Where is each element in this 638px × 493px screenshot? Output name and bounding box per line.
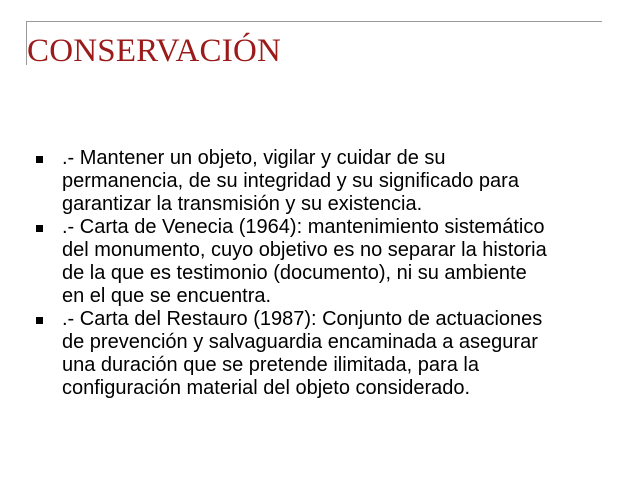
bullet-line: una duración que se pretende ilimitada, para la [62, 354, 479, 376]
bullet-line: de la que es testimonio (documento), ni su ambiente [62, 262, 527, 284]
square-bullet-icon [36, 156, 43, 163]
bullet-line: del monumento, cuyo objetivo es no separar la historia [62, 239, 547, 261]
bullet-line: en el que se encuentra. [62, 285, 272, 307]
bullet-list [0, 147, 610, 400]
square-bullet-icon [36, 225, 43, 232]
bullet-line: .- Carta de Venecia (1964): mantenimiento sistemático [62, 216, 545, 238]
bullet-item-carta-venecia [0, 216, 610, 308]
bullet-line: .- Carta del Restauro (1987): Conjunto de actuaciones [62, 308, 543, 330]
bullet-line: configuración material del objeto considerado. [62, 377, 471, 399]
bullet-line: garantizar la transmisión y su existencia. [62, 193, 423, 215]
top-rule [26, 21, 602, 22]
slide-title: CONSERVACIÓN [27, 33, 282, 69]
bullet-line: permanencia, de su integridad y su significado para [62, 170, 519, 192]
bullet-line: de prevención y salvaguardia encaminada a asegurar [62, 331, 538, 353]
bullet-item-mantener [0, 147, 610, 216]
bullet-item-carta-restauro [0, 308, 610, 400]
bullet-line: .- Mantener un objeto, vigilar y cuidar de su [62, 147, 446, 169]
square-bullet-icon [36, 317, 43, 324]
